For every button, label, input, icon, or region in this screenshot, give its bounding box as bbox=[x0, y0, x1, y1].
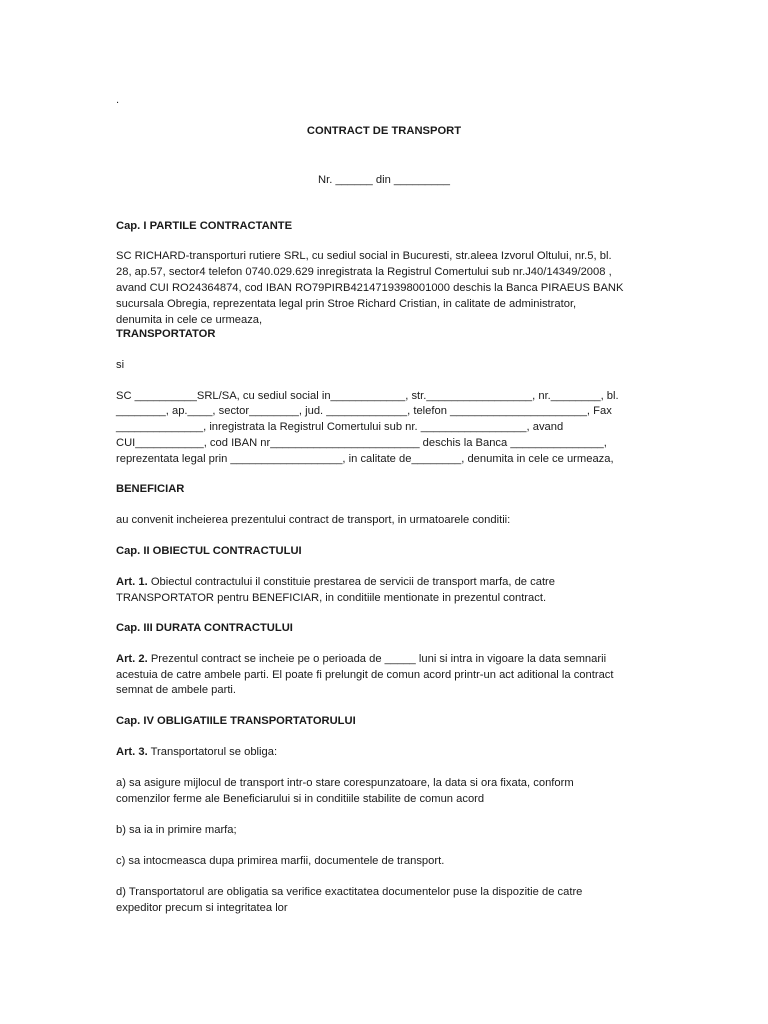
art3-line bbox=[116, 746, 277, 758]
leading-dot: . bbox=[116, 94, 120, 106]
art3-label: Art. 3. bbox=[116, 746, 148, 758]
party1-line: avand CUI RO24364874, cod IBAN RO79PIRB4214719398001000 deschis la Banca PIRAEUS BANK bbox=[116, 282, 624, 294]
party1-line: SC RICHARD-transporturi rutiere SRL, cu sediul social in Bucuresti, str.aleea Izvorul Oltului, nr.5, bl. bbox=[116, 250, 612, 262]
beneficiar-label: BENEFICIAR bbox=[116, 483, 185, 495]
party1-line: sucursala Obregia, reprezentata legal prin Stroe Richard Cristian, in calitate de administrator, bbox=[116, 298, 577, 310]
art3-text: Transportatorul se obliga: bbox=[147, 746, 278, 758]
item-b: b) sa ia in primire marfa; bbox=[116, 824, 237, 836]
item-d-line: d) Transportatorul are obligatia sa verifice exactitatea documentelor puse la dispozitie de catre bbox=[116, 886, 583, 898]
party1-line: 28, ap.57, sector4 telefon 0740.029.629 inregistrata la Registrul Comertului sub nr.J40/14349/2008 , bbox=[116, 266, 612, 278]
party2-line: ______________, inregistrata la Registrul Comertului sub nr. _________________, avand bbox=[116, 421, 564, 433]
item-a-line: a) sa asigure mijlocul de transport intr-o stare corespunzatoare, la data si ora fixata, conform bbox=[116, 777, 574, 789]
cap2-heading: Cap. II OBIECTUL CONTRACTULUI bbox=[116, 545, 302, 557]
party2-line: SC __________SRL/SA, cu sediul social in____________, str._________________, nr.________, bl. bbox=[116, 390, 619, 402]
art2-label: Art. 2. bbox=[116, 653, 148, 665]
party2-line: reprezentata legal prin __________________, in calitate de________, denumita in cele ce urmeaza, bbox=[116, 453, 614, 465]
item-a-line: comenzilor ferme ale Beneficiarului si in conditiile stabilite de comun acord bbox=[116, 793, 485, 805]
art2-line: acestuia de catre ambele parti. El poate fi prelungit de comun acord printr-un act aditional la contract bbox=[116, 669, 614, 681]
cap3-heading: Cap. III DURATA CONTRACTULUI bbox=[116, 622, 293, 634]
party2-line: CUI___________, cod IBAN nr________________________ deschis la Banca _______________, bbox=[116, 437, 607, 449]
party1-line: denumita in cele ce urmeaza, bbox=[116, 314, 263, 326]
document-title: CONTRACT DE TRANSPORT bbox=[306, 125, 462, 137]
cap1-heading: Cap. I PARTILE CONTRACTANTE bbox=[116, 220, 293, 232]
transportator-label: TRANSPORTATOR bbox=[116, 328, 216, 340]
item-d-line: expeditor precum si integritatea lor bbox=[116, 902, 288, 914]
art1-label: Art. 1. bbox=[116, 576, 148, 588]
agreement-text: au convenit incheierea prezentului contract de transport, in urmatoarele conditii: bbox=[116, 514, 511, 526]
art2-line bbox=[116, 653, 606, 665]
si-conjunction: si bbox=[116, 359, 125, 371]
art1-text: Obiectul contractului il constituie prestarea de servicii de transport marfa, de catre bbox=[147, 576, 556, 588]
art2-line: semnat de ambele parti. bbox=[116, 684, 237, 696]
art1-line bbox=[116, 576, 555, 588]
cap4-heading: Cap. IV OBLIGATIILE TRANSPORTATORULUI bbox=[116, 715, 356, 727]
contract-number-line: Nr. ______ din _________ bbox=[318, 174, 450, 186]
art1-line: TRANSPORTATOR pentru BENEFICIAR, in conditiile mentionate in prezentul contract. bbox=[116, 592, 547, 604]
item-c: c) sa intocmeasca dupa primirea marfii, documentele de transport. bbox=[116, 855, 445, 867]
party2-line: ________, ap.____, sector________, jud. _____________, telefon ______________________, Fax bbox=[116, 405, 612, 417]
art2-text: Prezentul contract se incheie pe o perioada de _____ luni si intra in vigoare la data semnarii bbox=[147, 653, 607, 665]
